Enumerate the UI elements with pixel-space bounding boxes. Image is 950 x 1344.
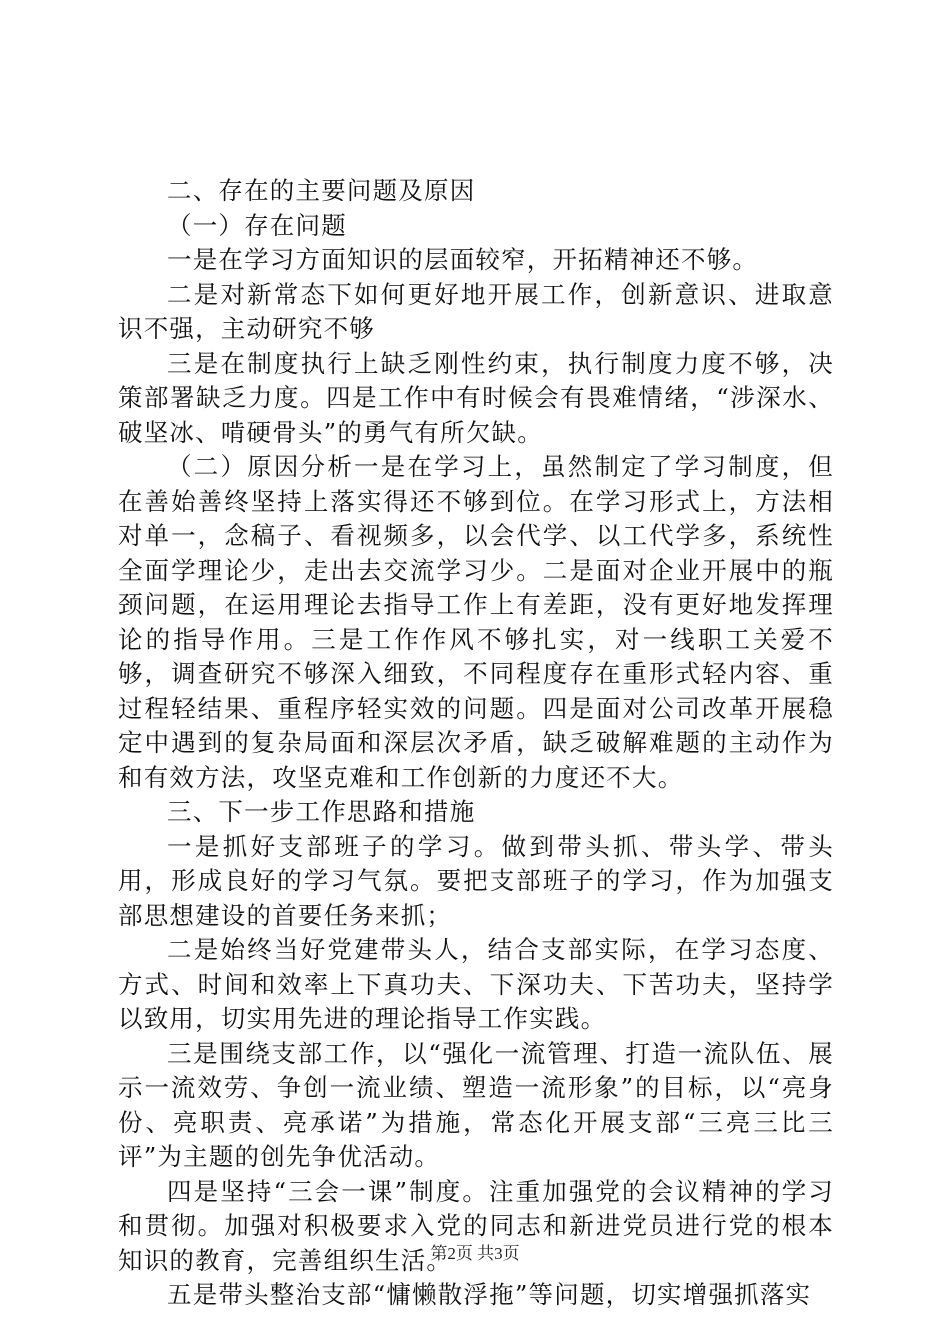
paragraph-issue-1: 一是在学习方面知识的层面较窄，开拓精神还不够。	[167, 245, 759, 274]
document-body	[118, 174, 834, 1313]
paragraph-issue-3-4: 三是在制度执行上缺乏刚性约束，执行制度力度不够，决策部署缺乏力度。四是工作中有时候会有畏难情绪，“涉深水、破坚冰、啃硬骨头”的勇气有所欠缺。	[118, 348, 834, 447]
paragraph-measure-3: 三是围绕支部工作，以“强化一流管理、打造一流队伍、展示一流效劳、争创一流业绩、塑造一流形象”的目标，以“亮身份、亮职责、亮承诺”为措施，常态化开展支部“三亮三比三评”为主题的创先争优活动。	[118, 1038, 834, 1171]
paragraph-measure-5: 五是带头整治支部“慵懒散浮拖”等问题，切实增强抓落实	[167, 1280, 812, 1309]
paragraph-issue-2: 二是对新常态下如何更好地开展工作，创新意识、进取意识不强，主动研究不够	[118, 279, 834, 343]
section-heading-problems: 二、存在的主要问题及原因	[167, 176, 476, 205]
paragraph-cause-analysis: （二）原因分析一是在学习上，虽然制定了学习制度，但在善始善终坚持上落实得还不够到位。在学习形式上，方法相对单一，念稿子、看视频多，以会代学、以工代学多，系统性全面学理论少，走出去交流学习少。二是面对企业开展中的瓶颈问题，在运用理论去指导工作上有差距，没有更好地发挥理论的指导作用。三是工作作风不够扎实，对一线职工关爱不够，调查研究不够深入细致，不同程度存在重形式轻内容、重过程轻结果、重程序轻实效的问题。四是面对公司改革开展稳定中遇到的复杂局面和深层次矛盾，缺乏破解难题的主动作为和有效方法，攻坚克难和工作创新的力度还不大。	[118, 452, 834, 792]
page-number-footer: 第2页 共3页	[430, 1244, 520, 1263]
subsection-heading-issues: （一）存在问题	[167, 210, 347, 240]
section-heading-next-steps: 三、下一步工作思路和措施	[167, 797, 476, 826]
paragraph-measure-4: 四是坚持“三会一课”制度。注重加强党的会议精神的学习和贯彻。加强对积极要求入党的同志和新进党员进行党的根本知识的教育，完善组织生活。	[118, 1176, 834, 1275]
paragraph-measure-2: 二是始终当好党建带头人，结合支部实际，在学习态度、方式、时间和效率上下真功夫、下深功夫、下苦功夫，坚持学以致用，切实用先进的理论指导工作实践。	[118, 935, 834, 1033]
paragraph-measure-1: 一是抓好支部班子的学习。做到带头抓、带头学、带头用，形成良好的学习气氛。要把支部班子的学习，作为加强支部思想建设的首要任务来抓；	[118, 831, 834, 930]
